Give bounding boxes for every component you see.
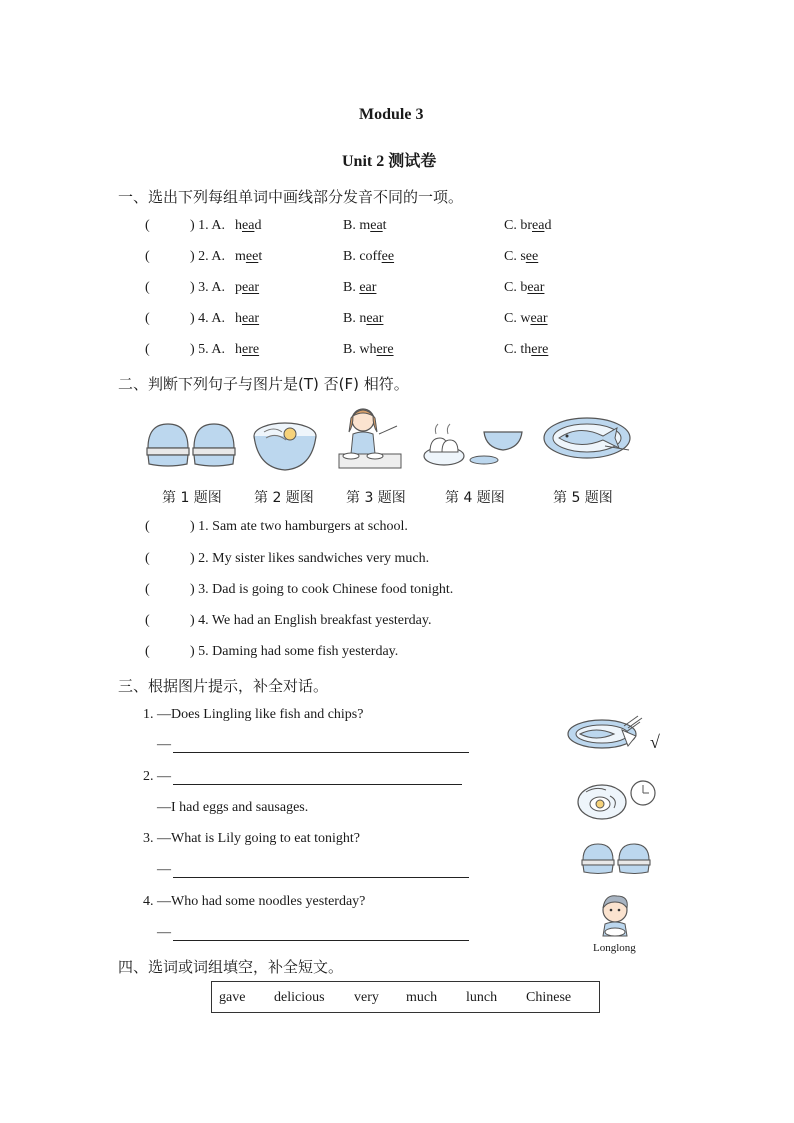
- part1-heading: 一、选出下列每组单词中画线部分发音不同的一项。: [118, 188, 464, 206]
- answer-paren: (: [145, 280, 150, 295]
- answer-paren: (: [145, 582, 150, 597]
- dialog-question: 4. —Who had some noodles yesterday?: [143, 894, 366, 909]
- answer-paren: (: [145, 342, 150, 357]
- dialog-question: 2. —: [143, 769, 171, 784]
- part3-heading: 三、根据图片提示，补全对话。: [118, 677, 329, 695]
- option-a: here: [235, 342, 260, 357]
- picture-caption: 第 2 题图: [254, 490, 314, 506]
- option-b: B. near: [343, 311, 384, 326]
- answer-paren: (: [145, 613, 150, 628]
- answer-paren: (: [145, 311, 150, 326]
- fish-plate-image: [543, 416, 633, 462]
- hamburgers-small-image: [581, 840, 655, 880]
- unit-title: Unit 2 测试卷: [342, 153, 437, 170]
- word-option: very: [354, 990, 379, 1005]
- answer-dash: —: [157, 737, 171, 752]
- question-number: ) 4. A.: [190, 311, 225, 326]
- word-option: lunch: [466, 990, 498, 1005]
- picture-label: Longlong: [593, 942, 636, 954]
- option-b: B. meat: [343, 218, 387, 233]
- answer-paren: (: [145, 519, 150, 534]
- eggs-sausages-clock-image: [576, 778, 658, 822]
- option-c: C. there: [504, 342, 549, 357]
- picture-caption: 第 1 题图: [162, 490, 222, 506]
- word-option: gave: [219, 990, 246, 1005]
- statement: ) 1. Sam ate two hamburgers at school.: [190, 519, 408, 534]
- answer-paren: (: [145, 644, 150, 659]
- hamburgers-image: [145, 418, 241, 478]
- answer-paren: (: [145, 218, 150, 233]
- boy-eating-image: [593, 892, 637, 940]
- module-title: Module 3: [359, 106, 424, 123]
- answer-line[interactable]: [173, 877, 469, 878]
- part4-heading: 四、选词或词组填空，补全短文。: [118, 958, 344, 976]
- picture-caption: 第 3 题图: [346, 490, 406, 506]
- part2-heading: 二、判断下列句子与图片是(T) 否(F) 相符。: [118, 375, 409, 393]
- option-b: B. where: [343, 342, 394, 357]
- answer-paren: (: [145, 249, 150, 264]
- question-number: ) 1. A.: [190, 218, 225, 233]
- statement: ) 5. Daming had some fish yesterday.: [190, 644, 399, 659]
- word-bank: [211, 981, 600, 1013]
- dialog-question: 1. —Does Lingling like fish and chips?: [143, 707, 364, 722]
- answer-line[interactable]: [173, 752, 469, 753]
- word-option: Chinese: [526, 990, 572, 1005]
- fish-and-chips-image: [566, 712, 662, 756]
- noodle-bowl-image: [252, 418, 318, 474]
- option-a: meet: [235, 249, 263, 264]
- question-number: ) 5. A.: [190, 342, 225, 357]
- dialog-answer: —I had eggs and sausages.: [157, 800, 309, 815]
- option-a: hear: [235, 311, 260, 326]
- checkmark: √: [650, 732, 660, 752]
- answer-paren: (: [145, 551, 150, 566]
- option-a: pear: [235, 280, 260, 295]
- statement: ) 3. Dad is going to cook Chinese food tonight.: [190, 582, 454, 597]
- answer-line[interactable]: [173, 940, 469, 941]
- option-b: B. coffee: [343, 249, 395, 264]
- option-c: C. wear: [504, 311, 548, 326]
- statement: ) 2. My sister likes sandwiches very much.: [190, 551, 430, 566]
- word-option: delicious: [274, 990, 325, 1005]
- word-option: much: [406, 990, 438, 1005]
- answer-dash: —: [157, 862, 171, 877]
- picture-caption: 第 4 题图: [445, 490, 505, 506]
- option-a: head: [235, 218, 262, 233]
- statement: ) 4. We had an English breakfast yesterday.: [190, 613, 432, 628]
- question-number: ) 3. A.: [190, 280, 225, 295]
- answer-dash: —: [157, 925, 171, 940]
- dialog-question: 3. —What is Lily going to eat tonight?: [143, 831, 360, 846]
- option-c: C. bread: [504, 218, 552, 233]
- option-c: C. see: [504, 249, 539, 264]
- answer-line[interactable]: [173, 784, 462, 785]
- picture-caption: 第 5 题图: [553, 490, 613, 506]
- girl-eating-image: [333, 404, 405, 472]
- option-b: B. ear: [343, 280, 377, 295]
- question-number: ) 2. A.: [190, 249, 225, 264]
- option-c: C. bear: [504, 280, 545, 295]
- buns-and-soup-image: [422, 418, 526, 474]
